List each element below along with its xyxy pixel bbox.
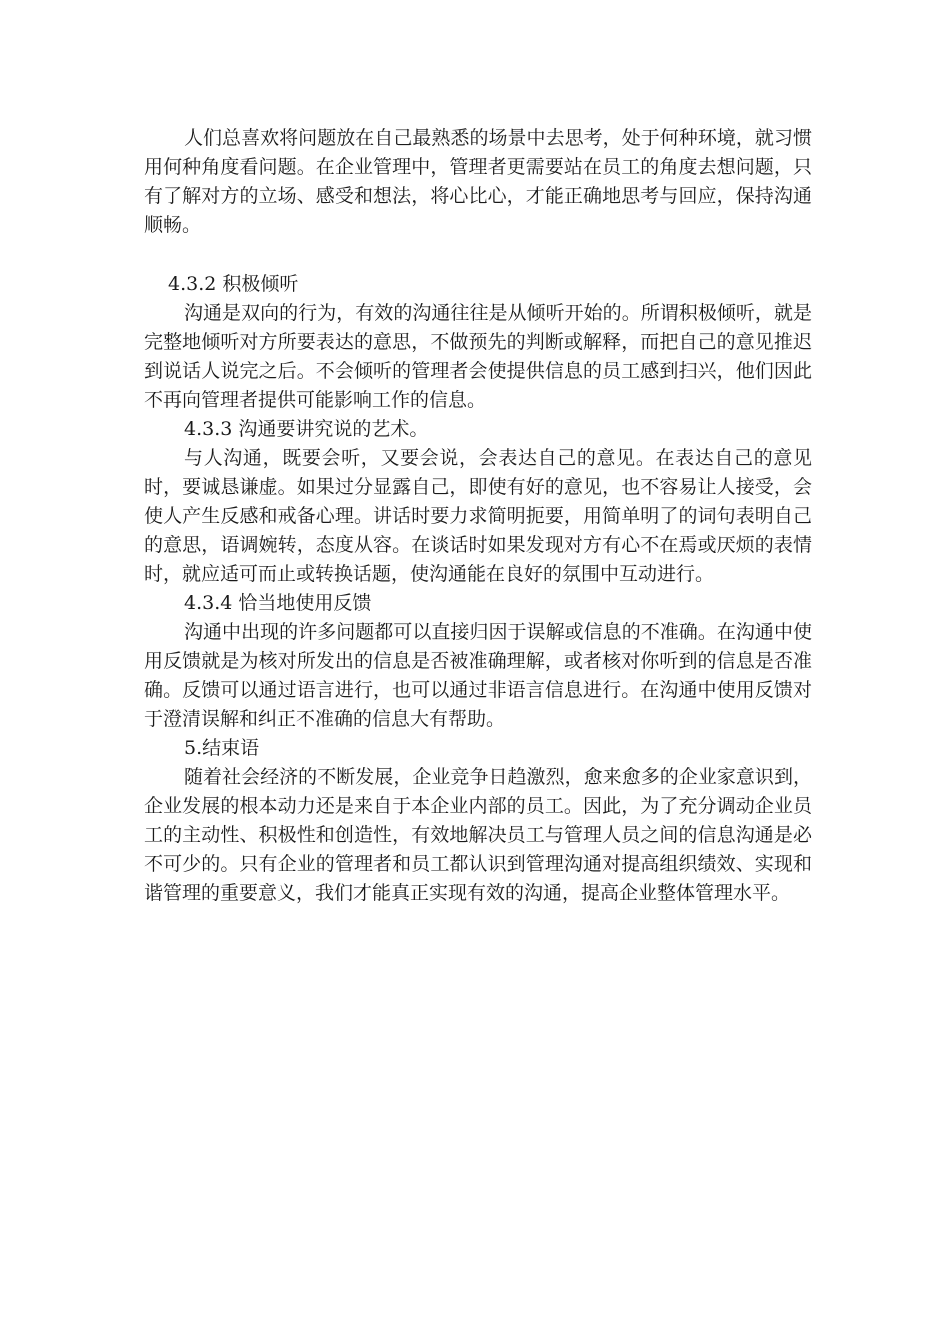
section-heading-4-3-3: 4.3.3 沟通要讲究说的艺术。 (184, 418, 429, 440)
paragraph-gap (144, 240, 812, 270)
section-heading-5: 5.结束语 (184, 737, 260, 759)
section-heading-4-3-4: 4.3.4 恰当地使用反馈 (184, 592, 372, 614)
section-body-4-3-4: 沟通中出现的许多问题都可以直接归因于误解或信息的不准确。在沟通中使用反馈就是为核对所发出的信息是否被准确理解，或者核对你听到的信息是否准确。反馈可以通过语言进行，也可以通过非语言信息进行。在沟通中使用反馈对于澄清误解和纠正不准确的信息大有帮助。 (144, 621, 812, 730)
document-body (144, 124, 812, 908)
section-body-4-3-2: 沟通是双向的行为，有效的沟通往往是从倾听开始的。所谓积极倾听，就是完整地倾听对方所要表达的意思，不做预先的判断或解释，而把自己的意见推迟到说话人说完之后。不会倾听的管理者会使提供信息的员工感到扫兴，他们因此不再向管理者提供可能影响工作的信息。 (144, 302, 812, 411)
section-heading-4-3-2: 4.3.2 积极倾听 (168, 273, 299, 295)
section-body-5: 随着社会经济的不断发展，企业竞争日趋激烈，愈来愈多的企业家意识到，企业发展的根本动力还是来自于本企业内部的员工。因此，为了充分调动企业员工的主动性、积极性和创造性，有效地解决员工与管理人员之间的信息沟通是必不可少的。只有企业的管理者和员工都认识到管理沟通对提高组织绩效、实现和谐管理的重要意义，我们才能真正实现有效的沟通，提高企业整体管理水平。 (144, 766, 812, 904)
section-body-4-3-3: 与人沟通，既要会听，又要会说，会表达自己的意见。在表达自己的意见时，要诚恳谦虚。如果过分显露自己，即使有好的意见，也不容易让人接受，会使人产生反感和戒备心理。讲话时要力求简明扼要，用简单明了的词句表明自己的意思，语调婉转，态度从容。在谈话时如果发现对方有心不在焉或厌烦的表情时，就应适可而止或转换话题，使沟通能在良好的氛围中互动进行。 (144, 447, 812, 585)
intro-paragraph: 人们总喜欢将问题放在自己最熟悉的场景中去思考，处于何种环境，就习惯用何种角度看问题。在企业管理中，管理者更需要站在员工的角度去想问题，只有了解对方的立场、感受和想法，将心比心，才能正确地思考与回应，保持沟通顺畅。 (144, 127, 812, 236)
